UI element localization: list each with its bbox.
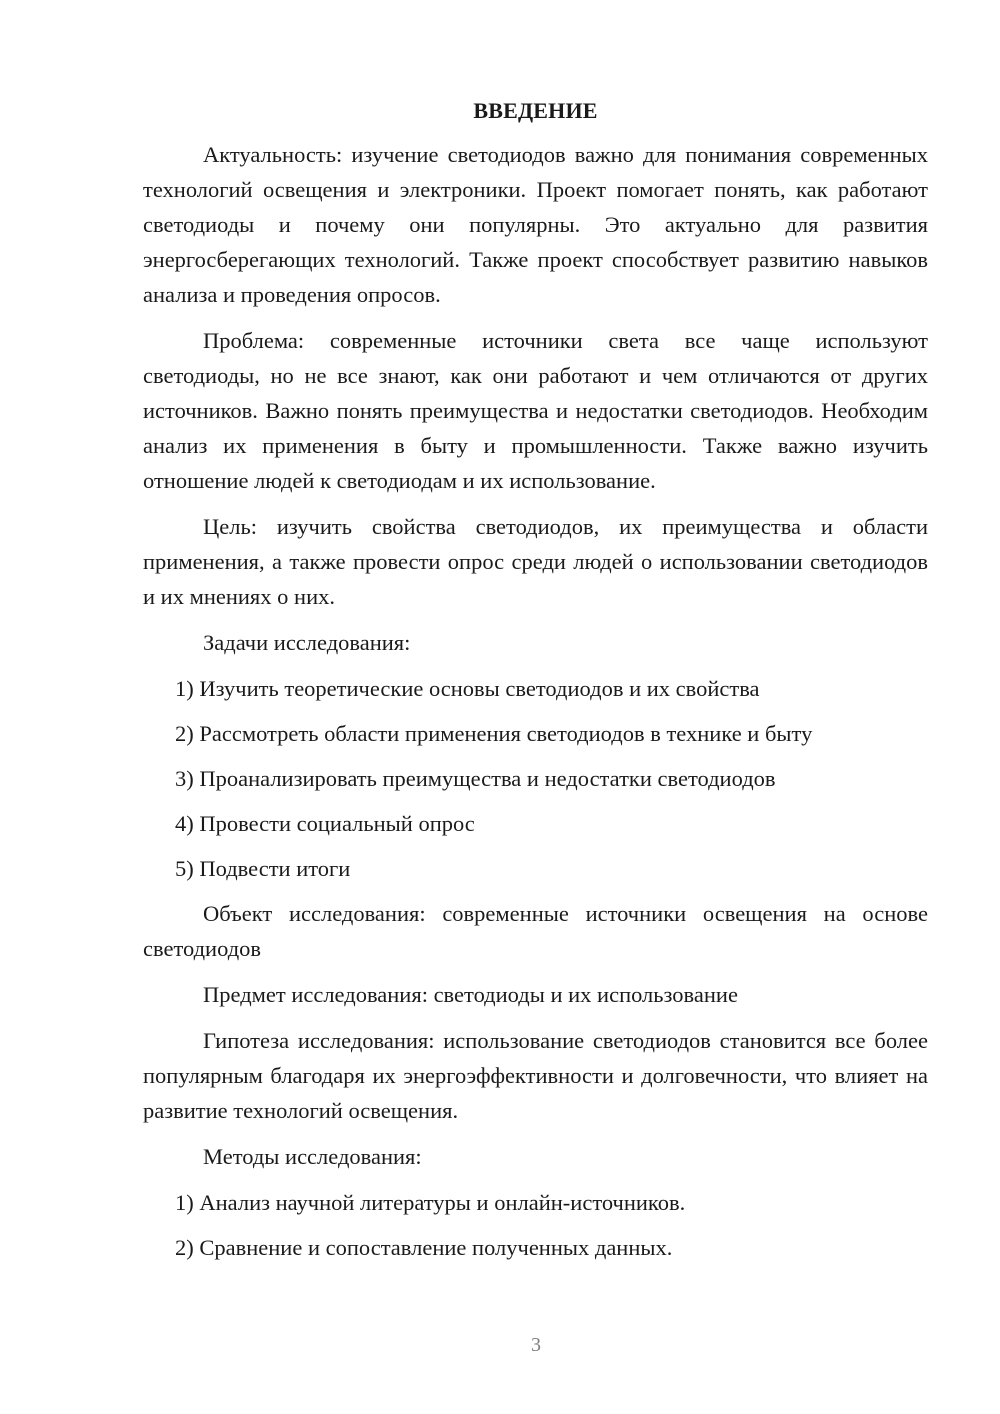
task-item: 1) Изучить теоретические основы светодиодов и их свойства <box>175 676 760 701</box>
page-content <box>143 93 928 1275</box>
tasks-label: Задачи исследования: <box>203 630 411 655</box>
page-number: 3 <box>531 1334 541 1356</box>
methods-label: Методы исследования: <box>203 1144 422 1169</box>
subject-paragraph: Предмет исследования: светодиоды и их использование <box>203 982 738 1007</box>
task-item: 3) Проанализировать преимущества и недостатки светодиодов <box>175 766 776 791</box>
goal-paragraph: Цель: изучить свойства светодиодов, их преимущества и области применения, а также провести опрос среди людей о использовании светодиодов и их мнениях о них. <box>143 514 928 609</box>
problem-paragraph: Проблема: современные источники света все чаще используют светодиоды, но не все знают, как они работают и чем отличаются от других источников. Важно понять преимущества и недостатки светодиодов. Необходим анализ их применения в быту и промышленности. Также важно изучить отношение людей к светодиодам и их использование. <box>143 328 928 493</box>
task-item: 5) Подвести итоги <box>175 856 351 881</box>
hypothesis-paragraph: Гипотеза исследования: использование светодиодов становится все более популярным благодаря их энергоэффективности и долговечности, что влияет на развитие технологий освещения. <box>143 1028 928 1123</box>
task-item: 4) Провести социальный опрос <box>175 811 475 836</box>
task-item: 2) Рассмотреть области применения светодиодов в технике и быту <box>175 721 813 746</box>
method-item: 2) Сравнение и сопоставление полученных данных. <box>175 1235 673 1260</box>
methods-list <box>143 1185 928 1265</box>
relevance-paragraph: Актуальность: изучение светодиодов важно для понимания современных технологий освещения и электроники. Проект помогает понять, как работают светодиоды и почему они популярны. Это актуально для развития энергосберегающих технологий. Также проект способствует развитию навыков анализа и проведения опросов. <box>143 142 928 307</box>
method-item: 1) Анализ научной литературы и онлайн-источников. <box>175 1190 686 1215</box>
section-heading: ВВЕДЕНИЕ <box>473 98 598 123</box>
tasks-list <box>143 671 928 886</box>
object-paragraph: Объект исследования: современные источники освещения на основе светодиодов <box>143 901 928 961</box>
